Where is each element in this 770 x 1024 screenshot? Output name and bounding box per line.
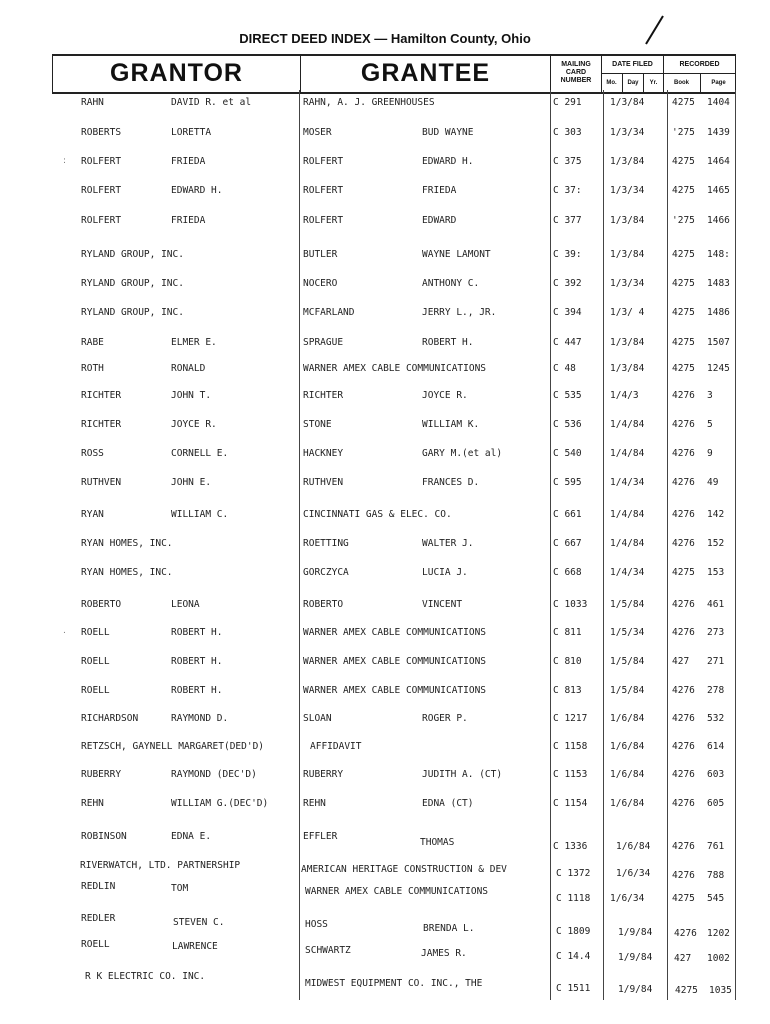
date-filed: 1/3/84 [610,215,645,226]
column-header [52,54,736,94]
grantee-last: CINCINNATI GAS & ELEC. CO. [303,509,452,520]
page-number: 614 [707,741,725,752]
year-label: Yr. [643,74,663,92]
grantor-last: ROLFERT [81,215,122,226]
table-row [0,184,770,200]
grantee-first: ROGER P. [422,713,468,724]
grantee-last: WARNER AMEX CABLE COMMUNICATIONS [303,363,487,374]
grantor-last: ROTH [81,363,104,374]
table-row [0,626,770,642]
grantor-first: ROBERT H. [171,656,223,667]
grantor-first: LEONA [171,599,200,610]
date-filed: 1/4/34 [610,477,645,488]
book-number: 4276 [672,477,695,488]
table-row [0,476,770,492]
mailing-card-header [551,56,602,92]
grantor-first: JOHN T. [171,390,212,401]
date-filed: 1/6/34 [610,893,645,904]
grantor-first: JOHN E. [171,477,212,488]
grantee-first: EDWARD [422,215,457,226]
card-number: C 291 [553,97,582,108]
grantee-first: ANTHONY C. [422,278,480,289]
card-number: C 1118 [556,893,591,904]
card-number: C 661 [553,509,582,520]
date-filed: 1/9/84 [618,952,653,963]
page-number: 278 [707,685,725,696]
grantee-last: EFFLER [303,831,338,842]
grantor-first: RAYMOND (DEC'D) [171,769,257,780]
page-number: 1202 [707,928,730,939]
page-number: 1245 [707,363,730,374]
card-number: C 37: [553,185,582,196]
grantee-last: WARNER AMEX CABLE COMMUNICATIONS [303,685,487,696]
grantee-first: WAYNE LAMONT [422,249,491,260]
grantor-last: RYLAND GROUP, INC. [81,249,184,260]
grantee-last: RUBERRY [303,769,344,780]
mailing-label: MAILING [561,61,591,68]
grantor-last: RYLAND GROUP, INC. [81,307,184,318]
grantor-last: RAHN [81,97,104,108]
grantor-first: EDNA E. [171,831,212,842]
card-number: C 377 [553,215,582,226]
grantee-first: BRENDA L. [423,923,475,934]
grantee-last: RAHN, A. J. GREENHOUSES [303,97,435,108]
grantor-last: RUBERRY [81,769,122,780]
date-filed-header [602,56,664,92]
table-row [0,389,770,405]
book-number: 4276 [672,769,695,780]
grantor-first: FRIEDA [171,215,206,226]
book-number: 4276 [672,538,695,549]
page-number: 1466 [707,215,730,226]
grantee-last: ROETTING [303,538,349,549]
grantor-last: ROELL [81,627,110,638]
day-label: Day [622,74,643,92]
table-row [0,912,770,939]
table-row [0,797,770,813]
card-number: C 540 [553,448,582,459]
date-filed: 1/5/84 [610,685,645,696]
card-number: C 392 [553,278,582,289]
card-number: C 447 [553,337,582,348]
table-row [0,508,770,524]
date-filed: 1/4/3 [610,390,639,401]
book-number: 4275 [672,337,695,348]
page-number: 153 [707,567,725,578]
grantor-first: RAYMOND D. [171,713,229,724]
grantee-first: WILLIAM K. [422,419,480,430]
margin-mark: : [63,156,67,166]
book-number: 4276 [672,685,695,696]
table-row [0,598,770,614]
grantee-header: GRANTEE [301,56,551,92]
grantee-last: SCHWARTZ [305,945,351,956]
date-filed: 1/4/34 [610,567,645,578]
grantor-last: REHN [81,798,104,809]
grantor-first: TOM [171,883,189,894]
grantor-last: ROELL [81,656,110,667]
grantee-last: STONE [303,419,332,430]
book-number: 4275 [675,985,698,996]
date-filed: 1/6/84 [610,713,645,724]
grantee-last: NOCERO [303,278,338,289]
date-filed: 1/3/34 [610,278,645,289]
grantee-last: ROLFERT [303,215,344,226]
grantor-first: ROBERT H. [171,627,223,638]
card-number: C 536 [553,419,582,430]
date-filed: 1/3/ 4 [610,307,645,318]
date-filed: 1/3/84 [610,363,645,374]
book-number: 4276 [672,509,695,520]
grantor-header: GRANTOR [53,56,301,92]
page-number: 1465 [707,185,730,196]
card-number: C 813 [553,685,582,696]
table-row [0,830,770,852]
book-number: 4276 [672,741,695,752]
page-number: 532 [707,713,725,724]
grantor-last: ROLFERT [81,185,122,196]
page-number: 152 [707,538,725,549]
date-filed: 1/6/84 [610,798,645,809]
month-label: Mo. [606,80,617,86]
table-row [0,970,770,996]
grantor-last: RYAN HOMES, INC. [81,567,173,578]
grantor-last: RICHTER [81,390,122,401]
grantor-first: RONALD [171,363,206,374]
page-number: 1404 [707,97,730,108]
card-number: C 668 [553,567,582,578]
grantor-last: RUTHVEN [81,477,122,488]
table-row [0,566,770,582]
table-row [0,126,770,142]
book-number: 4275 [672,185,695,196]
date-filed: 1/4/84 [610,419,645,430]
table-row [0,155,770,171]
grantee-first: EDNA (CT) [422,798,474,809]
grantee-last: HOSS [305,919,328,930]
grantee-last: MOSER [303,127,332,138]
grantee-last: WARNER AMEX CABLE COMMUNICATIONS [303,627,487,638]
page-number: 1507 [707,337,730,348]
grantor-last: RETZSCH, GAYNELL MARGARET(DED'D) [81,741,265,752]
grantor-first: WILLIAM C. [171,509,229,520]
date-filed: 1/3/84 [610,97,645,108]
grantor-first: DAVID R. et al [171,97,252,108]
page-label: Page [700,74,736,92]
page-number: 49 [707,477,719,488]
page-number: 603 [707,769,725,780]
date-filed: 1/9/84 [618,927,653,938]
grantee-last: ROLFERT [303,156,344,167]
grantee-first: JERRY L., JR. [422,307,497,318]
grantee-last: RICHTER [303,390,344,401]
page-number: 3 [707,390,713,401]
book-number: '275 [672,127,695,138]
table-row [0,418,770,434]
grantee-last: MCFARLAND [303,307,355,318]
grantee-last: BUTLER [303,249,338,260]
book-number: 4276 [672,627,695,638]
book-number: 4275 [672,363,695,374]
table-row [0,712,770,728]
grantee-last: RUTHVEN [303,477,344,488]
book-number: 4276 [672,448,695,459]
recorded-header [664,56,736,92]
date-filed: 1/5/84 [610,656,645,667]
table-row [0,537,770,553]
card-number: C 1217 [553,713,588,724]
grantor-first: CORNELL E. [171,448,229,459]
pen-slash-mark [643,14,665,46]
date-filed: 1/3/84 [610,249,645,260]
date-filed: 1/6/84 [610,741,645,752]
grantee-last: AFFIDAVIT [310,741,362,752]
grantor-last: ROELL [81,939,110,950]
page-number: 273 [707,627,725,638]
card-number: C 39: [553,249,582,260]
date-filed: 1/6/84 [610,769,645,780]
recorded-label: RECORDED [679,61,720,68]
table-row [0,362,770,378]
grantor-last: RYLAND GROUP, INC. [81,278,184,289]
grantee-last: SPRAGUE [303,337,344,348]
grantor-first: LAWRENCE [172,941,218,952]
table-row [0,768,770,784]
book-label: Book [674,80,689,86]
grantor-last: RIVERWATCH, LTD. PARTNERSHIP [80,860,241,871]
grantee-first: FRANCES D. [422,477,480,488]
table-row [0,248,770,264]
page-number: 1002 [707,953,730,964]
grantee-first: VINCENT [422,599,463,610]
grantor-first: FRIEDA [171,156,206,167]
table-row [0,740,770,756]
book-number: 4276 [672,870,695,881]
date-filed: 1/5/34 [610,627,645,638]
page-number: 1486 [707,307,730,318]
grantor-last: RICHARDSON [81,713,139,724]
grantor-first: ELMER E. [171,337,217,348]
date-filed: 1/5/84 [610,599,645,610]
page-number: 788 [707,870,725,881]
book-number: 4276 [672,419,695,430]
table-row [0,336,770,352]
grantor-last: ROBERTS [81,127,122,138]
page-number: 1464 [707,156,730,167]
grantee-last: ROLFERT [303,185,344,196]
grantee-last: WARNER AMEX CABLE COMMUNICATIONS [305,886,489,897]
page-number: 1035 [709,985,732,996]
book-number: 4276 [672,798,695,809]
table-row [0,306,770,322]
book-number: 427 [674,953,692,964]
card-number: C 1372 [556,868,591,879]
card-number: C 810 [553,656,582,667]
card-number: C 667 [553,538,582,549]
table-row [0,684,770,700]
grantee-last: AMERICAN HERITAGE CONSTRUCTION & DEV [301,864,507,875]
card-number: C 1153 [553,769,588,780]
page-number: 142 [707,509,725,520]
card-number: C 1511 [556,983,591,994]
table-row [0,277,770,293]
table-row [0,96,770,112]
grantor-first: WILLIAM G.(DEC'D) [171,798,269,809]
card-number: C 1158 [553,741,588,752]
grantor-first: ROBERT H. [171,685,223,696]
grantee-first: ROBERT H. [422,337,474,348]
grantor-last: RYAN [81,509,104,520]
date-filed-label: DATE FILED [612,61,653,68]
date-filed: 1/6/84 [616,841,651,852]
grantor-last: RYAN HOMES, INC. [81,538,173,549]
card-number: C 595 [553,477,582,488]
grantee-last: SLOAN [303,713,332,724]
card-number: C 1154 [553,798,588,809]
grantor-last: RABE [81,337,104,348]
page-number: 271 [707,656,725,667]
table-row [0,938,770,964]
date-filed: 1/9/84 [618,984,653,995]
table-row [0,880,770,904]
table-row [0,214,770,230]
grantee-last: GORCZYCA [303,567,349,578]
card-number: C 1033 [553,599,588,610]
grantee-first: EDWARD H. [422,156,474,167]
book-number: 4276 [672,841,695,852]
book-number: 4275 [672,278,695,289]
date-filed: 1/3/34 [610,185,645,196]
book-number: 4276 [674,928,697,939]
page-number: 9 [707,448,713,459]
grantee-first: JAMES R. [421,948,467,959]
grantee-first: FRIEDA [422,185,457,196]
page-number: 461 [707,599,725,610]
card-number: C 48 [553,363,576,374]
grantor-first: LORETTA [171,127,212,138]
grantee-first: JOYCE R. [422,390,468,401]
page-number: 761 [707,841,725,852]
grantor-last: REDLER [81,913,116,924]
number-label: NUMBER [560,77,592,84]
grantor-last: ROELL [81,685,110,696]
page-title: DIRECT DEED INDEX — Hamilton County, Ohio [239,31,531,46]
date-filed: 1/4/84 [610,509,645,520]
table-row [0,655,770,671]
grantee-last: MIDWEST EQUIPMENT CO. INC., THE [305,978,483,989]
grantor-last: REDLIN [81,881,116,892]
grantor-last: ROSS [81,448,104,459]
book-number: 4275 [672,97,695,108]
card-number: C 375 [553,156,582,167]
book-number: 4276 [672,713,695,724]
grantor-last: RICHTER [81,419,122,430]
card-number: C 535 [553,390,582,401]
margin-mark: . [63,626,66,636]
book-number: 4276 [672,599,695,610]
grantee-first: JUDITH A. (CT) [422,769,503,780]
card-number: C 1809 [556,926,591,937]
book-number: 4275 [672,893,695,904]
grantee-first: GARY M.(et al) [422,448,503,459]
grantee-first: LUCIA J. [422,567,468,578]
card-number: C 303 [553,127,582,138]
page-number: 148: [707,249,730,260]
grantor-first: EDWARD H. [171,185,223,196]
book-number: '275 [672,215,695,226]
book-number: 4276 [672,390,695,401]
book-number: 4275 [672,307,695,318]
grantor-last: ROBERTO [81,599,122,610]
book-number: 4275 [672,567,695,578]
grantor-last: ROBINSON [81,831,127,842]
date-filed: 1/3/34 [610,127,645,138]
grantee-last: HACKNEY [303,448,344,459]
date-filed: 1/4/84 [610,538,645,549]
card-number: C 394 [553,307,582,318]
card-label: CARD [565,69,587,76]
grantor-first: STEVEN C. [173,917,225,928]
grantor-last: ROLFERT [81,156,122,167]
page-number: 5 [707,419,713,430]
grantor-first: JOYCE R. [171,419,217,430]
card-number: C 1336 [553,841,588,852]
page-number: 545 [707,893,725,904]
page-number: 1439 [707,127,730,138]
card-number: C 14.4 [556,951,591,962]
table-row [0,447,770,463]
grantee-first: BUD WAYNE [422,127,474,138]
grantee-first: THOMAS [420,837,455,848]
page-number: 605 [707,798,725,809]
card-number: C 811 [553,627,582,638]
book-number: 4275 [672,249,695,260]
grantee-last: REHN [303,798,326,809]
grantee-first: WALTER J. [422,538,474,549]
date-filed: 1/6/34 [616,868,651,879]
grantor-last: R K ELECTRIC CO. INC. [85,971,206,982]
date-filed: 1/4/84 [610,448,645,459]
page-number: 1483 [707,278,730,289]
grantee-last: ROBERTO [303,599,344,610]
table-row [0,859,770,881]
book-number: 4275 [672,156,695,167]
book-number: 427 [672,656,690,667]
date-filed: 1/3/84 [610,156,645,167]
grantee-last: WARNER AMEX CABLE COMMUNICATIONS [303,656,487,667]
date-filed: 1/3/84 [610,337,645,348]
